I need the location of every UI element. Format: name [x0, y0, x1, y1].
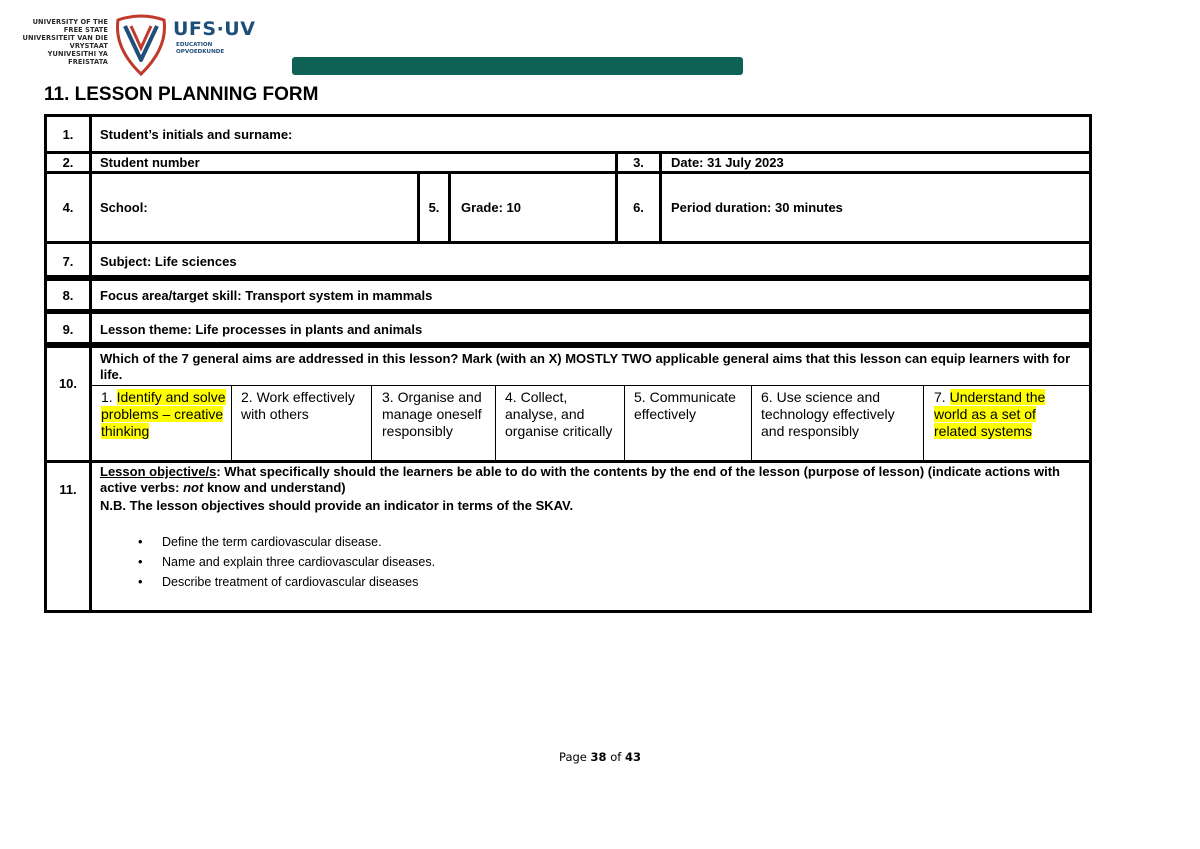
university-line: FREISTATA: [68, 58, 108, 67]
ufs-shield-logo-icon: [112, 14, 170, 80]
row-number: 5.: [428, 200, 440, 215]
row-number: 9.: [62, 322, 74, 337]
general-aim-4: [505, 389, 617, 440]
university-name: [14, 18, 108, 67]
lesson-theme-field: Lesson theme: Life processes in plants and animals: [100, 322, 423, 337]
aim-text: Use science and technology effectively and responsibly: [761, 389, 895, 439]
row-number: 1.: [62, 127, 74, 142]
row-number: 2.: [62, 155, 74, 170]
row-divider: [89, 345, 92, 463]
aim-text: Work effectively with others: [241, 389, 355, 422]
objective-heading: Lesson objective/s: [100, 464, 217, 479]
brand-sub-line: OPVOEDKUNDE: [176, 49, 225, 55]
row-divider: [89, 171, 92, 244]
focus-area-field: Focus area/target skill: Transport system in mammals: [100, 288, 433, 303]
aim-text: Collect, analyse, and organise critically: [505, 389, 613, 439]
row-divider: [448, 171, 451, 244]
row-divider: [89, 460, 92, 613]
row-number: 7.: [62, 254, 74, 269]
aim-number: 5.: [634, 389, 650, 405]
general-aim-7: [934, 389, 1069, 440]
objective-text: : What specifically should the learners be able to do with the contents by the end of the lesson (purpose of lesson) (indicate actions with active verbs:: [100, 464, 1060, 495]
brand-subtitle: [176, 42, 224, 56]
row-4: [44, 171, 1092, 244]
subject-field: Subject: Life sciences: [100, 254, 237, 269]
row-number: 11.: [59, 482, 77, 497]
list-item: • Name and explain three cardiovascular diseases.: [124, 552, 824, 572]
university-line: UNIVERSITEIT VAN DIE: [22, 34, 108, 43]
row-number: 4.: [62, 200, 74, 215]
aim-divider: [751, 385, 752, 461]
footer-mid: of: [606, 750, 625, 764]
university-line: VRYSTAAT: [69, 42, 108, 51]
aim-number: 6.: [761, 389, 777, 405]
university-line: UNIVERSITY OF THE: [32, 18, 108, 26]
aim-divider: [231, 385, 232, 461]
aim-number: 4.: [505, 389, 521, 405]
general-aim-2: [241, 389, 369, 423]
aim-divider: [624, 385, 625, 461]
general-aim-3: [382, 389, 494, 440]
aim-divider: [495, 385, 496, 461]
list-item: • Define the term cardiovascular disease.: [124, 532, 824, 552]
student-number-field: Student number: [100, 155, 200, 170]
row-number: 8.: [62, 288, 74, 303]
page-total: 43: [624, 750, 641, 764]
row-divider: [89, 114, 92, 154]
university-line: FREE STATE: [63, 26, 108, 35]
aim-text: Organise and manage oneself responsibly: [382, 389, 482, 439]
row-number: 3.: [633, 155, 644, 170]
page-number: 38: [590, 750, 607, 764]
row-number: 10.: [58, 376, 78, 391]
university-line: YUNIVESITHI YA: [47, 50, 108, 59]
aim-number: 1.: [101, 389, 117, 405]
nb-note: N.B. The lesson objectives should provide an indicator in terms of the SKAV.: [100, 498, 574, 513]
objective-text: know and understand): [203, 480, 346, 495]
aim-divider: [371, 385, 372, 461]
general-aims-question: Which of the 7 general aims are addressed in this lesson? Mark (with an X) MOSTLY TWO applicable general aims that this lesson can equip learners with for life.: [100, 351, 1071, 382]
aim-number: 2.: [241, 389, 257, 405]
general-aim-1: [101, 389, 227, 440]
student-name-field: Student’s initials and surname:: [100, 127, 293, 142]
row-divider: [659, 171, 662, 244]
general-aim-6: [761, 389, 919, 440]
grade-field: Grade: 10: [461, 200, 521, 215]
row-divider: [89, 311, 92, 345]
page-title: 11. LESSON PLANNING FORM: [44, 84, 319, 105]
brand-name: UFS·UV: [173, 18, 256, 40]
aim-divider: [923, 385, 924, 461]
objectives-list: [124, 532, 824, 592]
footer-prefix: Page: [559, 750, 591, 764]
aim-number: 3.: [382, 389, 398, 405]
header-bar: [292, 57, 743, 75]
page-footer: [0, 750, 1200, 764]
row-divider: [89, 241, 92, 278]
date-field: Date: 31 July 2023: [671, 155, 784, 170]
aim-text-highlighted: Understand the world as a set of related systems: [934, 389, 1046, 439]
list-item: • Describe treatment of cardiovascular diseases: [124, 572, 824, 592]
row-number: 6.: [633, 200, 644, 215]
period-duration-field: Period duration: 30 minutes: [671, 200, 843, 215]
objective-emphasis: not: [183, 480, 204, 495]
aim-text: Communicate effectively: [634, 389, 736, 422]
aims-top-border: [92, 385, 1089, 386]
brand-sub-line: EDUCATION: [176, 42, 213, 48]
lesson-objectives-description: [100, 464, 1085, 496]
general-aim-5: [634, 389, 750, 423]
aim-text-highlighted: Identify and solve problems – creative thinking: [101, 389, 226, 439]
lesson-planning-table: [44, 114, 1092, 613]
aim-number: 7.: [934, 389, 950, 405]
row-divider: [89, 278, 92, 312]
school-field: School:: [100, 200, 148, 215]
